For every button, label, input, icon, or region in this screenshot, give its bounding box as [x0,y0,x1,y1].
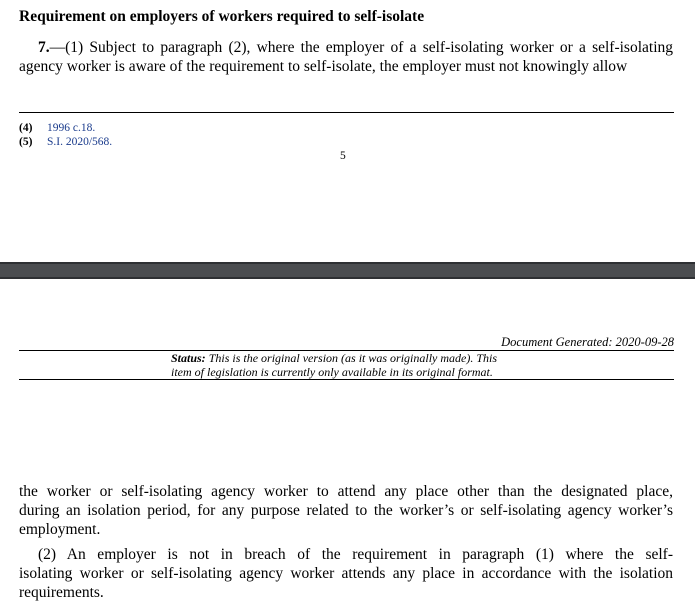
paragraph-7-line-2: agency worker is aware of the requirement to self-isolate, the employer must not knowingly allow [19,58,628,75]
footnote-link[interactable]: S.I. 2020/568. [47,136,113,148]
page-5 [0,0,695,262]
status-text: Status: This is the original version (as it was originally made). This item of legislation is currently only available in its original format. [171,351,498,379]
paragraph-7-line-1: 7.—(1) Subject to paragraph (2), where the employer of a self-isolating worker or a self-isolating [38,39,673,56]
document-generated-date: Document Generated: 2020-09-28 [501,335,674,349]
paragraph-number: 7. [38,39,50,56]
paragraph-7-2 [19,545,673,602]
page-number: 5 [340,150,346,162]
footnote-divider [19,112,674,113]
paragraph-line: requirements. [19,584,104,601]
paragraph-line: employment. [19,521,101,538]
page-separator [0,262,695,279]
footnote-5: (5) S.I. 2020/568. [19,136,113,148]
paragraph-7-continued [19,482,673,539]
paragraph-line: (2) An employer is not in breach of the requirement in paragraph (1) where the self- [38,546,673,563]
paragraph-line: isolating worker or self-isolating agency worker attends any place in accordance with the isolation [19,565,673,582]
status-label: Status: [171,351,206,365]
paragraph-line: during an isolation period, for any purpose related to the worker’s or self-isolating agency worker’s [19,502,673,519]
paragraph-7 [19,38,673,76]
paragraph-line: the worker or self-isolating agency worker to attend any place other than the designated place, [19,483,673,500]
footnote-link[interactable]: 1996 c.18. [47,122,96,134]
section-heading: Requirement on employers of workers required to self-isolate [19,8,425,25]
footnote-4: (4) 1996 c.18. [19,122,96,134]
footnotes [19,121,112,149]
status-banner [19,350,674,380]
